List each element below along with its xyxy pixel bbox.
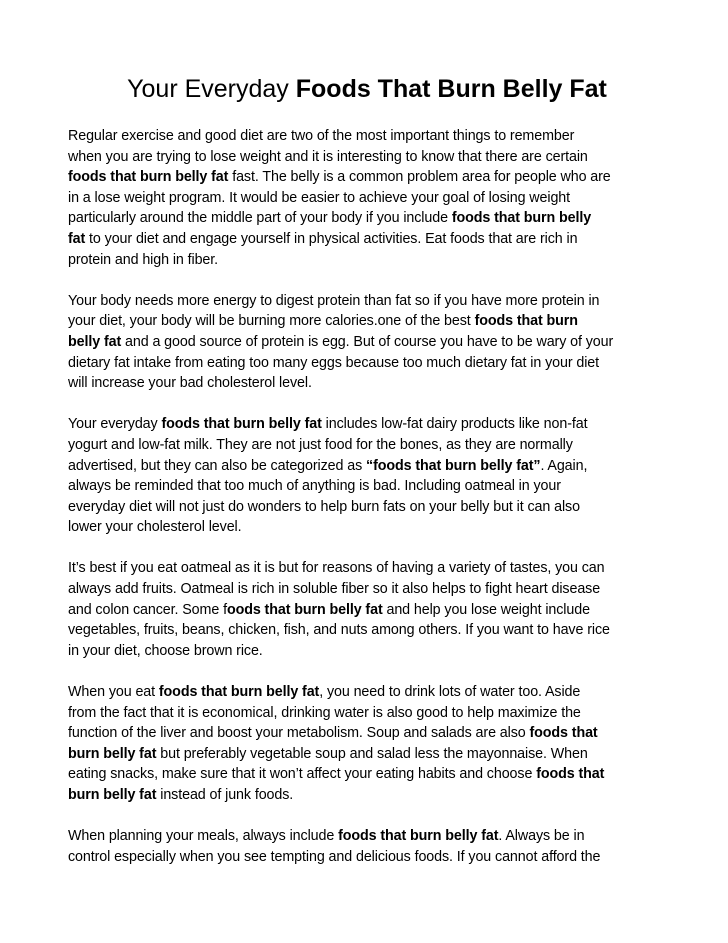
- bold-keyword: foods that: [529, 725, 598, 742]
- text-run: to your diet and engage yourself in physical activities. Eat foods that are rich in: [85, 230, 578, 247]
- text-run: when you are trying to lose weight and it is interesting to know that there are certain: [68, 148, 588, 165]
- text-line: [68, 558, 666, 579]
- bold-keyword: foods that burn belly: [451, 210, 592, 227]
- text-run: . Always be in: [498, 828, 585, 845]
- paragraph: [68, 291, 666, 394]
- text-run: control especially when you see tempting and delicious foods. If you cannot afford the: [68, 848, 601, 865]
- text-run: includes low-fat dairy products like non-fat: [321, 416, 588, 433]
- text-line: [68, 579, 666, 600]
- document-page: [68, 72, 666, 888]
- bold-keyword: oods that burn belly fat: [226, 601, 383, 618]
- text-run: in your diet, choose brown rice.: [68, 642, 263, 659]
- text-run: , you need to drink lots of water too. Aside: [319, 684, 581, 701]
- page-title: [68, 72, 666, 106]
- text-run: instead of junk foods.: [156, 787, 294, 803]
- bold-keyword: burn belly fat: [68, 745, 157, 762]
- text-run: from the fact that it is economical, drinking water is also good to help maximize the: [68, 704, 581, 721]
- paragraph: [68, 126, 666, 270]
- text-line: [68, 126, 666, 147]
- bold-keyword: burn belly fat: [68, 787, 157, 803]
- text-run: protein and high in fiber.: [68, 251, 219, 268]
- text-line: [68, 620, 666, 641]
- text-run: but preferably vegetable soup and salad less the mayonnaise. When: [156, 745, 588, 762]
- text-line: [68, 476, 666, 497]
- text-line: [68, 497, 666, 518]
- text-run: dietary fat intake from eating too many eggs because too much dietary fat in your diet: [68, 354, 600, 371]
- text-line: [68, 291, 666, 312]
- text-run: your diet, your body will be burning more calories.one of the best: [68, 313, 475, 330]
- text-run: everyday diet will not just do wonders to help burn fats on your belly but it can also: [68, 498, 580, 515]
- text-run: advertised, but they can also be categorized as: [68, 457, 367, 474]
- text-run: Your everyday: [68, 416, 162, 433]
- text-run: vegetables, fruits, beans, chicken, fish, and nuts among others. If you want to have rice: [68, 622, 610, 639]
- text-line: [68, 703, 666, 724]
- bold-keyword: foods that burn belly fat: [338, 828, 499, 845]
- bold-keyword: foods that: [536, 766, 605, 783]
- title-normal: Your Everyday: [127, 75, 296, 103]
- article-body: [68, 126, 666, 867]
- text-line: [68, 847, 666, 868]
- text-line: [68, 744, 666, 765]
- text-line: [68, 188, 666, 209]
- text-run: It’s best if you eat oatmeal as it is but for reasons of having a variety of tastes, you can: [68, 560, 605, 577]
- text-line: [68, 353, 666, 374]
- bold-keyword: foods that burn: [474, 313, 578, 330]
- text-line: [68, 826, 666, 847]
- text-run: yogurt and low-fat milk. They are not just food for the bones, as they are normally: [68, 436, 573, 453]
- bold-keyword: “foods that burn belly fat”: [366, 457, 541, 474]
- text-run: and a good source of protein is egg. But of course you have to be wary of your: [121, 333, 614, 350]
- text-line: [68, 641, 666, 662]
- text-line: [68, 167, 666, 188]
- text-run: fast. The belly is a common problem area for people who are: [228, 169, 611, 186]
- text-line: [68, 208, 666, 229]
- text-run: particularly around the middle part of your body if you include: [68, 210, 452, 227]
- text-run: When planning your meals, always include: [68, 828, 339, 845]
- text-run: will increase your bad cholesterol level.: [68, 375, 312, 392]
- text-run: lower your cholesterol level.: [68, 519, 242, 536]
- title-bold: Foods That Burn Belly Fat: [295, 75, 607, 103]
- text-run: always be reminded that too much of anything is bad. Including oatmeal in your: [68, 478, 561, 495]
- text-run: always add fruits. Oatmeal is rich in soluble fiber so it also helps to fight heart disease: [68, 581, 601, 598]
- paragraph: [68, 826, 666, 867]
- text-line: [68, 147, 666, 168]
- paragraph: [68, 558, 666, 661]
- bold-keyword: fat: [68, 230, 86, 247]
- text-line: [68, 517, 666, 538]
- text-run: and colon cancer. Some f: [68, 601, 227, 618]
- bold-keyword: foods that burn belly fat: [161, 416, 322, 433]
- text-run: in a lose weight program. It would be easier to achieve your goal of losing weight: [68, 189, 571, 206]
- bold-keyword: belly fat: [68, 333, 122, 350]
- text-run: and help you lose weight include: [382, 601, 590, 618]
- text-line: [68, 764, 666, 785]
- text-line: [68, 414, 666, 435]
- text-run: Regular exercise and good diet are two of the most important things to remember: [68, 128, 575, 144]
- text-line: [68, 229, 666, 250]
- bold-keyword: foods that burn belly fat: [158, 684, 320, 701]
- text-line: [68, 723, 666, 744]
- text-line: [68, 435, 666, 456]
- paragraph: [68, 682, 666, 806]
- text-line: [68, 311, 666, 332]
- text-line: [68, 785, 666, 806]
- text-run: Your body needs more energy to digest protein than fat so if you have more protein in: [68, 292, 600, 309]
- bold-keyword: foods that burn belly fat: [68, 169, 229, 186]
- text-line: [68, 682, 666, 703]
- text-run: . Again,: [540, 457, 588, 474]
- text-line: [68, 600, 666, 621]
- text-run: eating snacks, make sure that it won’t affect your eating habits and choose: [68, 766, 537, 783]
- text-line: [68, 332, 666, 353]
- text-run: When you eat: [68, 684, 159, 701]
- text-run: function of the liver and boost your metabolism. Soup and salads are also: [68, 725, 530, 742]
- text-line: [68, 373, 666, 394]
- text-line: [68, 456, 666, 477]
- paragraph: [68, 414, 666, 538]
- text-line: [68, 250, 666, 271]
